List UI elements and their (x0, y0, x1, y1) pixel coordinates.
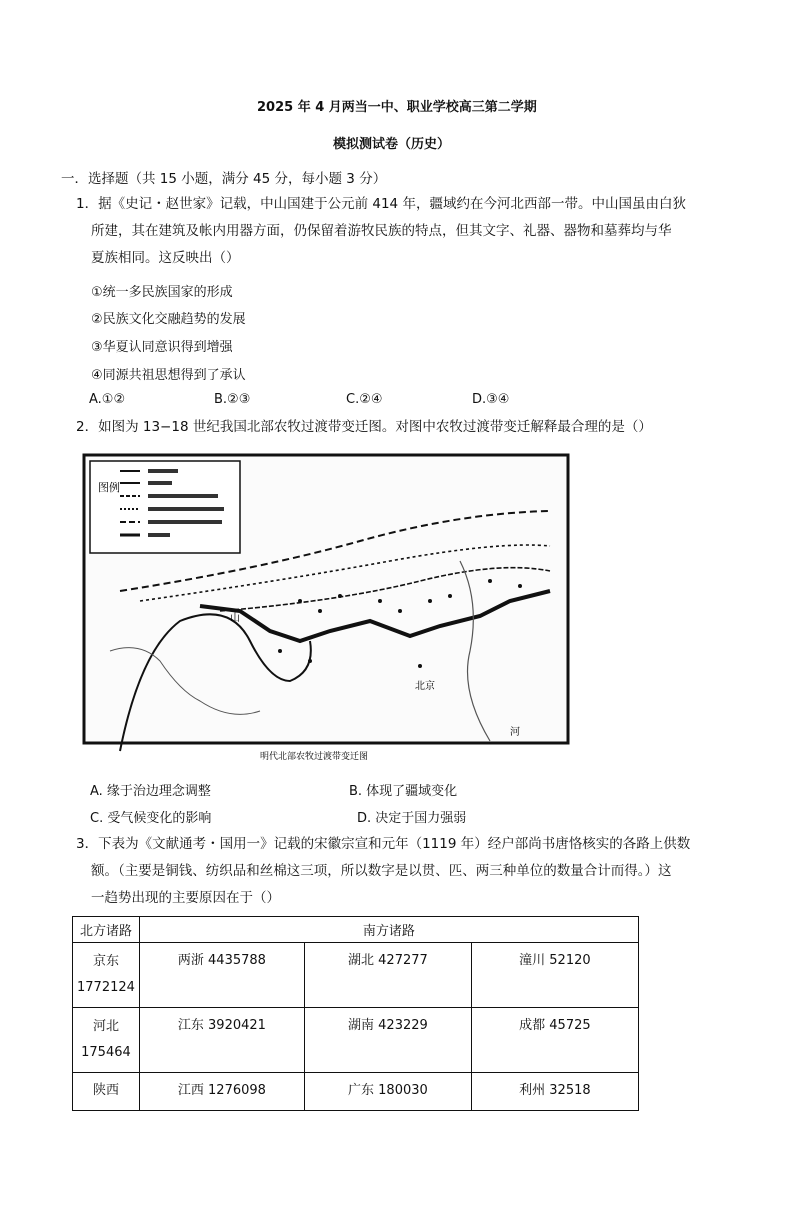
table-row (73, 1073, 639, 1111)
table-header-north: 北方诸路 (73, 917, 140, 943)
q1-item-2: ②民族文化交融趋势的发展 (91, 312, 246, 327)
table-header-row (73, 917, 639, 943)
map-label-beijing: 北京 (415, 681, 435, 692)
q2-stem: 2．如图为 13−18 世纪我国北部农牧过渡带变迁图。对图中农牧过渡带变迁解释最合理的是（） (76, 419, 652, 435)
q2-option-a[interactable]: A. 缘于治边理念调整 (90, 784, 211, 799)
table-cell-south: 两浙 4435788 (139, 943, 304, 1008)
q1-option-d[interactable]: D.③④ (472, 392, 510, 407)
table-cell-south: 利州 32518 (471, 1073, 638, 1111)
exam-subtitle: 模拟测试卷（历史） (333, 137, 451, 152)
table-cell-north (73, 1073, 140, 1111)
q1-item-1: ①统一多民族国家的形成 (91, 285, 233, 300)
q3-line1: 3．下表为《文献通考・国用一》记载的宋徽宗宣和元年（1119 年）经户部尚书唐恪核实的各路上供数 (76, 836, 691, 852)
table-cell-south: 江西 1276098 (139, 1073, 304, 1111)
table-row (73, 943, 639, 1008)
table-cell-south: 广东 180030 (304, 1073, 471, 1111)
q2-option-b[interactable]: B. 体现了疆域变化 (349, 784, 458, 799)
table-cell-south: 成都 45725 (471, 1008, 638, 1073)
north-name: 河北 (92, 1019, 119, 1034)
exam-title: 2025 年 4 月两当一中、职业学校高三第二学期 (257, 100, 537, 115)
north-name: 陕西 (92, 1083, 119, 1098)
q1-item-4: ④同源共祖思想得到了承认 (91, 368, 246, 383)
table-cell-north (73, 943, 140, 1008)
table-cell-south: 湖北 427277 (304, 943, 471, 1008)
section-heading: 一．选择题（共 15 小题，满分 45 分，每小题 3 分） (61, 171, 387, 187)
table-row (73, 1008, 639, 1073)
map-caption: 明代北部农牧过渡带变迁图 (260, 752, 369, 762)
q1-option-c[interactable]: C.②④ (346, 392, 383, 407)
map-legend-title: 图例 (98, 481, 120, 494)
q2-option-c[interactable]: C. 受气候变化的影响 (90, 811, 212, 826)
map-label-shan: 山 (230, 613, 240, 624)
q1-line1: 1．据《史记・赵世家》记载，中山国建于公元前 414 年，疆域约在今河北西部一带。中山国虽由白狄 (76, 196, 686, 212)
north-value: 175464 (81, 1045, 131, 1060)
north-name: 京东 (92, 954, 119, 969)
q1-line2: 所建，其在建筑及帐内用器方面，仍保留着游牧民族的特点，但其文字、礼器、器物和墓葬均与华 (91, 223, 672, 239)
q1-option-b[interactable]: B.②③ (214, 392, 251, 407)
q1-item-3: ③华夏认同意识得到增强 (91, 340, 233, 355)
table-cell-south: 潼川 52120 (471, 943, 638, 1008)
north-value: 1772124 (77, 980, 135, 995)
q3-line2: 额。（主要是铜钱、纺织品和丝棉这三项，所以数字是以贯、匹、两三种单位的数量合计而得。）这 (91, 863, 672, 879)
table-header-south: 南方诸路 (139, 917, 638, 943)
q2-option-d[interactable]: D. 决定于国力强弱 (357, 811, 467, 826)
map-label-he: 河 (510, 727, 520, 738)
q3-line3: 一趋势出现的主要原因在于（） (91, 890, 280, 906)
table-cell-south: 江东 3920421 (139, 1008, 304, 1073)
q1-option-a[interactable]: A.①② (89, 392, 126, 407)
table-cell-north (73, 1008, 140, 1073)
supply-table (72, 916, 639, 1111)
farming-pastoral-map (80, 451, 570, 763)
table-cell-south: 湖南 423229 (304, 1008, 471, 1073)
q1-line3: 夏族相同。这反映出（） (91, 250, 240, 266)
